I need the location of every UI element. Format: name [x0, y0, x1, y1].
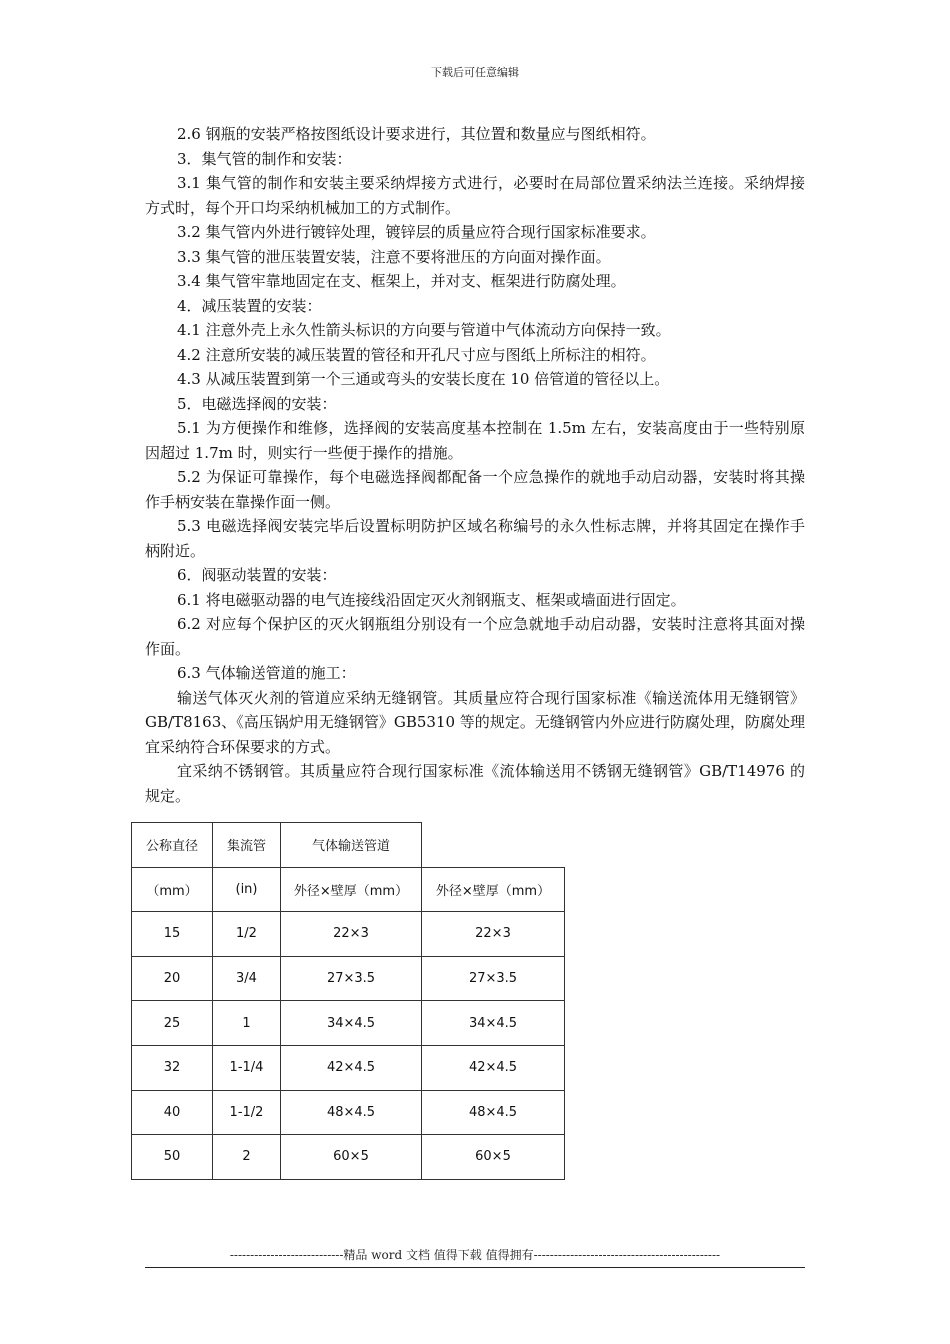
page-footer: ----------------------------精品 word 文档 值得下载 值得拥有----------------------------------------------	[145, 1246, 805, 1268]
table-cell: 27×3.5	[422, 956, 565, 1001]
paragraph: 宜采纳不锈钢管。其质量应符合现行国家标准《流体输送用不锈钢无缝钢管》GB/T14976 的规定。	[145, 762, 805, 805]
paragraph: 2.6 钢瓶的安装严格按图纸设计要求进行，其位置和数量应与图纸相符。	[177, 125, 656, 143]
table-row	[132, 1090, 565, 1135]
table-row	[132, 956, 565, 1001]
table-cell: 3/4	[213, 956, 281, 1001]
section-heading: 6．阀驱动装置的安装：	[177, 566, 337, 584]
table-cell: 22×3	[422, 912, 565, 957]
section-heading: 4．减压装置的安装：	[177, 296, 322, 315]
table-cell: 48×4.5	[281, 1090, 422, 1135]
table-cell: 2	[213, 1135, 281, 1180]
paragraph: 4.1 注意外壳上永久性箭头标识的方向要与管道中气体流动方向保持一致。	[177, 321, 671, 339]
paragraph: 5.1 为方便操作和维修，选择阀的安装高度基本控制在 1.5m 左右，安装高度由于一些特别原因超过 1.7m 时，则实行一些便于操作的措施。	[145, 419, 805, 462]
paragraph: 3.3 集气管的泄压装置安装，注意不要将泄压的方向面对操作面。	[177, 247, 611, 266]
paragraph: 4.2 注意所安装的减压装置的管径和开孔尺寸应与图纸上所标注的相符。	[177, 345, 656, 364]
table-cell: 60×5	[281, 1135, 422, 1180]
section-heading: 5．电磁选择阀的安装：	[177, 394, 337, 413]
paragraph: 输送气体灭火剂的管道应采纳无缝钢管。其质量应符合现行国家标准《输送流体用无缝钢管》GB/T8163、《高压锅炉用无缝钢管》GB5310 等的规定。无缝钢管内外应进行防腐处理，防腐处理宜采纳符合环保要求的方式。	[145, 688, 805, 756]
table-header-row	[132, 823, 565, 868]
table-cell: 1-1/2	[213, 1090, 281, 1135]
paragraph: 3.2 集气管内外进行镀锌处理，镀锌层的质量应符合现行国家标准要求。	[177, 223, 656, 241]
table-cell: 48×4.5	[422, 1090, 565, 1135]
table-cell: 34×4.5	[281, 1001, 422, 1046]
table-row	[132, 912, 565, 957]
paragraph: 5.2 为保证可靠操作，每个电磁选择阀都配备一个应急操作的就地手动启动器，安装时将其操作手柄安装在靠操作面一侧。	[145, 468, 805, 511]
table-cell: 1	[213, 1001, 281, 1046]
table-cell: 15	[132, 912, 213, 957]
table-cell: 50	[132, 1135, 213, 1180]
table-header-cell: 气体输送管道	[281, 823, 422, 868]
table-header-cell: 外径×壁厚（mm）	[281, 867, 422, 912]
section-heading: 3．集气管的制作和安装：	[177, 149, 352, 168]
table-cell: 1/2	[213, 912, 281, 957]
table-cell: 32	[132, 1045, 213, 1090]
table-cell: 60×5	[422, 1135, 565, 1180]
table-row	[132, 1001, 565, 1046]
table-cell: 42×4.5	[422, 1045, 565, 1090]
table-header-cell: (in)	[213, 867, 281, 912]
table-empty-cell	[422, 823, 565, 868]
paragraph: 4.3 从减压装置到第一个三通或弯头的安装长度在 10 倍管道的管径以上。	[177, 370, 670, 388]
paragraph: 6.2 对应每个保护区的灭火钢瓶组分别设有一个应急就地手动启动器，安装时注意将其面对操作面。	[145, 615, 805, 658]
table-cell: 20	[132, 956, 213, 1001]
pipe-size-table	[131, 822, 565, 1180]
table-header-cell: 外径×壁厚（mm）	[422, 867, 565, 912]
table-header-cell: 公称直径	[132, 823, 213, 868]
table-cell: 1-1/4	[213, 1045, 281, 1090]
paragraph: 6.3 气体输送管道的施工：	[177, 664, 356, 682]
table-cell: 34×4.5	[422, 1001, 565, 1046]
table-header-cell: （mm）	[132, 867, 213, 912]
page-header: 下载后可任意编辑	[431, 66, 519, 79]
paragraph: 6.1 将电磁驱动器的电气连接线沿固定灭火剂钢瓶支、框架或墙面进行固定。	[177, 590, 686, 609]
paragraph: 3.4 集气管牢靠地固定在支、框架上，并对支、框架进行防腐处理。	[177, 272, 626, 290]
table-row	[132, 1135, 565, 1180]
table-cell: 27×3.5	[281, 956, 422, 1001]
table-cell: 22×3	[281, 912, 422, 957]
paragraph: 3.1 集气管的制作和安装主要采纳焊接方式进行，必要时在局部位置采纳法兰连接。采纳焊接方式时，每个开口均采纳机械加工的方式制作。	[145, 174, 805, 217]
document-body	[145, 122, 805, 808]
paragraph: 5.3 电磁选择阀安装完毕后设置标明防护区域名称编号的永久性标志牌，并将其固定在操作手柄附近。	[145, 517, 805, 560]
table-cell: 25	[132, 1001, 213, 1046]
table-header-row	[132, 867, 565, 912]
table-row	[132, 1045, 565, 1090]
table-cell: 40	[132, 1090, 213, 1135]
table-cell: 42×4.5	[281, 1045, 422, 1090]
table-header-cell: 集流管	[213, 823, 281, 868]
